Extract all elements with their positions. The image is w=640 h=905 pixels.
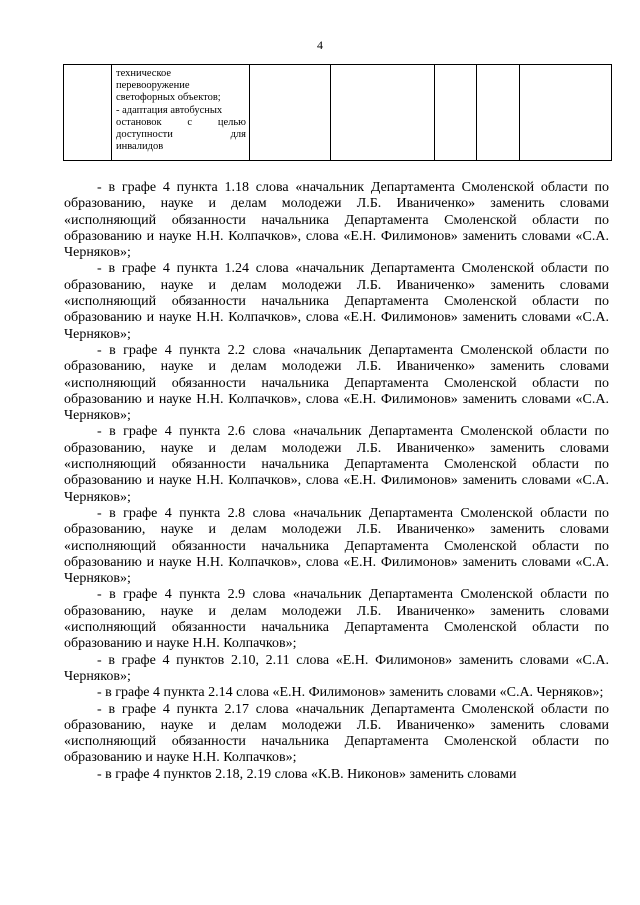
amendment-paragraph: - в графе 4 пункта 2.9 слова «начальник Департамента Смоленской области по образованию, науке и делам молодежи Л.Б. Иваниченко» заменить словами «исполняющий обязанности начальника Департамента Смоленской области по образованию и науке Н.Н. Колпачков»; — [64, 587, 609, 652]
amendment-paragraph: - в графе 4 пункта 2.6 слова «начальник Департамента Смоленской области по образованию, науке и делам молодежи Л.Б. Иваниченко» заменить словами «исполняющий обязанности начальника Департамента Смоленской области по образованию и науке Н.Н. Колпачков», слова «Е.Н. Филимонов» заменить словами «С.А. Черняков»; — [64, 424, 609, 505]
amendments-text — [64, 180, 609, 783]
cell-text — [112, 65, 249, 153]
cell-line: остановок с целью — [116, 116, 246, 128]
cell-line: инвалидов — [116, 141, 164, 153]
cell-line: доступности для — [116, 129, 246, 141]
amendment-paragraph: - в графе 4 пунктов 2.18, 2.19 слова «К.В. Никонов» заменить словами — [97, 766, 517, 782]
amendment-paragraph: - в графе 4 пункта 2.14 слова «Е.Н. Филимонов» заменить словами «С.А. Черняков»; — [97, 685, 604, 701]
amendment-paragraph: - в графе 4 пункта 1.24 слова «начальник Департамента Смоленской области по образованию, науке и делам молодежи Л.Б. Иваниченко» заменить словами «исполняющий обязанности начальника Департамента Смоленской области по образованию и науке Н.Н. Колпачков», слова «Е.Н. Филимонов» заменить словами «С.А. Черняков»; — [64, 261, 609, 342]
cell-line: перевооружение — [116, 80, 190, 92]
table-cell-number — [64, 65, 112, 161]
page-number: 4 — [317, 38, 323, 52]
amendment-paragraph: - в графе 4 пункта 2.17 слова «начальник Департамента Смоленской области по образованию, науке и делам молодежи Л.Б. Иваниченко» заменить словами «исполняющий обязанности начальника Департамента Смоленской области по образованию и науке Н.Н. Колпачков»; — [64, 701, 609, 766]
table-cell-empty — [520, 65, 612, 161]
amendment-paragraph: - в графе 4 пункта 1.18 слова «начальник Департамента Смоленской области по образованию, науке и делам молодежи Л.Б. Иваниченко» заменить словами «исполняющий обязанности начальника Департамента Смоленской области по образованию и науке Н.Н. Колпачков», слова «Е.Н. Филимонов» заменить словами «С.А. Черняков»; — [64, 180, 609, 261]
table-cell-measures — [112, 65, 250, 161]
amendment-paragraph: - в графе 4 пункта 2.2 слова «начальник Департамента Смоленской области по образованию, науке и делам молодежи Л.Б. Иваниченко» заменить словами «исполняющий обязанности начальника Департамента Смоленской области по образованию и науке Н.Н. Колпачков», слова «Е.Н. Филимонов» заменить словами «С.А. Черняков»; — [64, 342, 609, 424]
cell-line: техническое — [116, 68, 172, 79]
amendment-paragraph: - в графе 4 пункта 2.8 слова «начальник Департамента Смоленской области по образованию, науке и делам молодежи Л.Б. Иваниченко» заменить словами «исполняющий обязанности начальника Департамента Смоленской области по образованию и науке Н.Н. Колпачков», слова «Е.Н. Филимонов» заменить словами «С.А. Черняков»; — [64, 505, 609, 587]
table-cell-empty — [250, 65, 331, 161]
table-cell-empty — [331, 65, 435, 161]
table-row — [64, 65, 612, 161]
cell-line: светофорных объектов; — [116, 92, 221, 104]
table-fragment — [63, 64, 612, 161]
table-cell-empty — [477, 65, 520, 161]
table-cell-empty — [435, 65, 477, 161]
cell-line: - адаптация автобусных — [116, 104, 223, 116]
amendment-paragraph: - в графе 4 пунктов 2.10, 2.11 слова «Е.Н. Филимонов» заменить словами «С.А. Черняков»; — [64, 652, 609, 684]
